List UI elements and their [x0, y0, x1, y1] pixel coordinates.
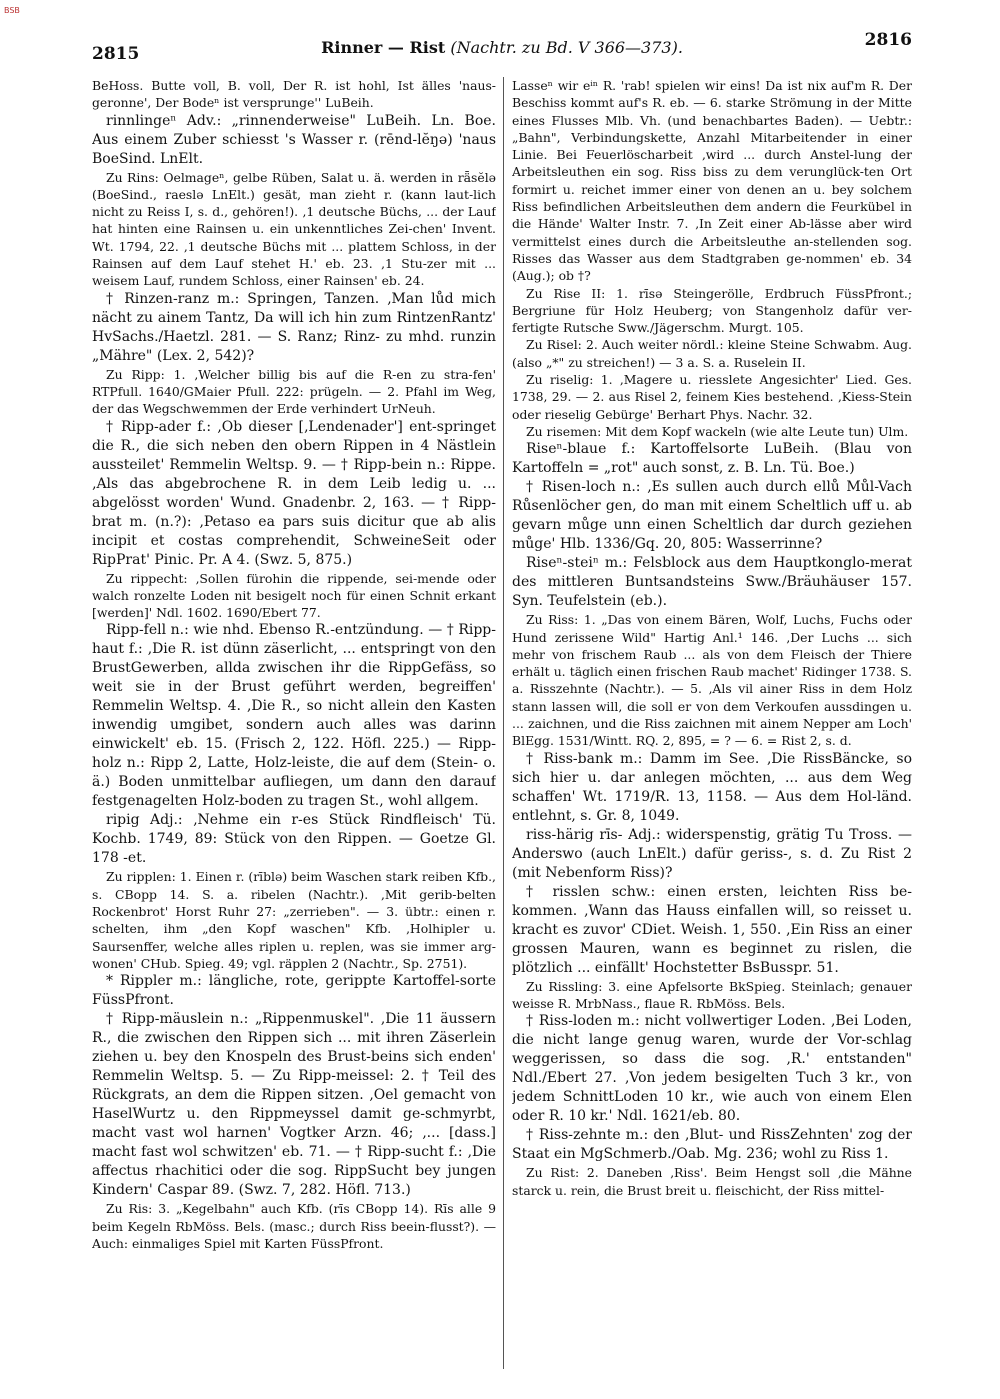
column-divider — [503, 77, 504, 1369]
left-column — [92, 77, 496, 1369]
dictionary-entry: † Ripp-mäuslein n.: „Rippenmuskel". ‚Die 11 äussern R., die zwischen den Rippen sich ... mit ihren Zäserlein ziehen u. bey den Knospeln des Brust-beins sich enden' Remmelin Weltsp. 5. — Zu Ripp-meissel: 2. † Teil des Rückgrats, an dem die Rippen sitzen. ‚Oel gemacht von HaselWurtz u. den Rippmeyssel damit ge-schmyrbt, macht vast wol harnen' Vogtker Arzn. 46; ‚... [dass.] macht fast wol schwitzen' eb. 71. — † Ripp-sucht f.: ‚Die affectus rhachitici oder die sog. RippSucht bey jungen Kindern' Caspar 89. (Swz. 7, 282. Höfl. 713.) — [92, 1011, 496, 1199]
page-number-right: 2816 — [864, 30, 912, 50]
dictionary-entry: Ripp-fell n.: wie nhd. Ebenso R.-entzündung. — † Ripp-haut f.: ‚Die R. ist dünn zäserlicht, ... entspringt von den BrustGewerben, allda zwischen ihr die RippGefäss, so weit sie in der Brust geführt werden, begreiffen' Remmelin Weltsp. 4. ‚Die R., so nicht allein den Kasten inwendig umgibet, sondern auch alles was darinn einwickelt' eb. 15. (Frisch 2, 122. Höfl. 225.) — Ripp-holz n.: Ripp 2, Latte, Holz-leiste, die auf dem (Stein- o. ä.) Boden unmittelbar aufliegen, um dann den darauf festgenagelten Holz-boden zu tragen St., wohl allgem. — [92, 622, 496, 810]
dictionary-entry: Zu riselig: 1. ‚Magere u. riesslete Angesichter' Lied. Ges. 1738, 29. — 2. aus Risel 2, feinem Kies bestehend. ‚Kiess-Stein oder rieselig Gebürge' Berhart Phys. Nachr. 32. — [512, 372, 912, 422]
page-number-left: 2815 — [92, 44, 140, 64]
dictionary-entry: Zu Rissling: 3. eine Apfelsorte BkSpieg. Steinlach; genauer weisse R. MrbNass., flaue R. RbMöss. Bels. — [512, 978, 912, 1011]
dictionary-entry: † Risen-loch n.: ‚Es sullen auch durch ellů Můl-Vach Růsenlöcher gen, do man mit einem Scheltlich uff u. ab gevarn můge unn einen Scheltlich dar durch geziehen můge' Hlb. 1336/Gq. 20, 805: Wasserrinne? — [512, 479, 912, 553]
dictionary-entry: * Rippler m.: längliche, rote, gerippte Kartoffel-sorte FüssPfront. — [92, 973, 496, 1009]
dictionary-entry: ripig Adj.: ‚Nehme ein r-es Stück Rindfleisch' Tü. Kochb. 1749, 89: Stück von den Rippen. — Goetze Gl. 178 -et. — [92, 812, 496, 867]
dictionary-entry: Zu Rise II: 1. rīsə Steingerölle, Erdbruch FüssPfront.; Bergriune für Holz Heuberg; von Stangenholz dafür ver-fertigte Rutsche Sww./Jägerschm. Murgt. 105. — [512, 285, 912, 336]
dictionary-entry: Zu Rins: Oelmageⁿ, gelbe Rüben, Salat u. ä. werden in rǟsĕlə (BoeSind., raeslə LnElt.) gesät, man zieht r. (kann laut-lich nicht zu Reiss I, s. d., gehören!). ‚1 deutsche Büchs, ... der Lauf hat hinten eine Rainsen u. ein unkenntliches Zei-chen' Invent. Wt. 1794, 22. ‚1 deutsche Büchs mit ... plattem Schloss, in der Rainsen auf dem Lauf stehet H.' eb. 23. ‚1 Stu-zer mit ... weisem Lauf, rundem Schloss, einer Rainsen' eb. 24. — [92, 169, 496, 289]
dictionary-entry: Zu rippecht: ‚Sollen fürohin die rippende, sei-mende oder walch ronzelte Loden nit besigelt noch für einen Schnit erkant [werden]' Ndl. 1602. 1690/Ebert 77. — [92, 570, 496, 621]
dictionary-entry: Riseⁿ-steiⁿ m.: Felsblock aus dem Hauptkonglo-merat des mittleren Buntsandsteins Sww./Bräuhäuser 157. Syn. Teufelstein (eb.). — [512, 555, 912, 610]
dictionary-entry: Zu risemen: Mit dem Kopf wackeln (wie alte Leute tun) Ulm. — [526, 423, 909, 439]
dictionary-entry: BeHoss. Butte voll, B. voll, Der R. ist hohl, Ist älles 'naus-geronne', Der Bodeⁿ ist versprunge'' LuBeih. — [92, 78, 496, 111]
running-title-main: Rinner — Rist — [321, 38, 446, 57]
dictionary-entry: riss-härig rīs- Adj.: widerspenstig, grätig Tu Tross. — Anderswo (auch LnElt.) dafür geriss-, s. d. Zu Rist 2 (mit Nebenform Riss)? — [512, 826, 912, 881]
dictionary-entry: Riseⁿ-blaue f.: Kartoffelsorte LuBeih. (Blau von Kartoffeln = „rot" auch sonst, z. B. Ln. Tü. Boe.) — [512, 441, 912, 477]
right-column — [512, 77, 912, 1369]
running-title-sub: (Nachtr. zu Bd. V 366—373). — [450, 38, 683, 57]
dictionary-entry: Zu Ripp: 1. ‚Welcher billig bis auf die R-en zu stra-fen' RTPfull. 1640/GMaier Pfull. 222: prügeln. — 2. Pfahl im Weg, der das Wegschwemmen der Erde verhindert UrNeuh. — [92, 366, 496, 417]
dictionary-entry: † Riss-bank m.: Damm im See. ‚Die RissBäncke, so sich hier u. dar anlegen möchten, ... aus dem Weg schaffen' Wt. 1719/R. 13, 1158. — Aus dem Hol-länd. entlehnt, s. Gr. 8, 1049. — [512, 750, 912, 824]
running-title — [92, 38, 912, 57]
dictionary-entry: † Riss-loden m.: nicht vollwertiger Loden. ‚Bei Loden, die nicht lange genug waren, wurde der Vor-schlag weggerissen, so dass die sog. ‚R.' entstanden" Ndl./Ebert 27. ‚Von jedem besigelten Tuch 3 kr., von jedem SchnittLoden 10 kr., wie auch von einem Elen oder R. 10 kr.' Ndl. 1621/eb. 80. — [512, 1013, 912, 1125]
dictionary-entry: Zu Risel: 2. Auch weiter nördl.: kleine Steine Schwabm. Aug. (also „*" zu streichen!) — 3 a. S. a. Ruselein II. — [512, 337, 912, 370]
dictionary-entry: † Ripp-ader f.: ‚Ob dieser [‚Lendenader'] ent-springet die R., die sich neben den obern Rippen in 4 Nästlein aussteilet' Remmelin Weltsp. 9. — † Ripp-bein n.: Rippe. ‚Als das abgebrochene R. in dem Leib ledig u. ... abgelösst worden' Wund. Gnadenbr. 2, 163. — † Ripp-brat m. (n.?): ‚Petaso ea pars suis dicitur que ab alis incipit et costas comprehendit, SchweineSeit oder RipPrat' Pinic. Pr. A 4. (Swz. 5, 875.) — [92, 418, 496, 568]
dictionary-entry: Lasseⁿ wir eⁱⁿ R. 'rab! spielen wir eins! Da ist nix auf'm R. Der Beschiss kommt auf's R. eb. — 6. starke Strömung in der Mitte eines Flusses Mlb. Vh. (und benachbartes Baden). — Uebtr.: „Bahn", Verbindungskette, Anzahl Mitarbeitender in einer Linie. Bei Feuerlöscharbeit ‚wird ... durch Anstel-lung der Arbeitsleuthen ein sog. Riss biss zu dem verunglück-ten Ort formirt u. reichet immer einer von denen an u. bey solchem Riss befindlichen Arbeitsleuthen dem andern die Feurkübel in die Hände' Walter Instr. 7. ‚In Zeit einer Ab-lässe aber wird vermittelst eines durch die Arbeitsleuthe an-stellenden sog. Risses das Wasser aus dem Stadtgraben ge-nommen' eb. 34 (Aug.); ob †? — [512, 78, 912, 284]
dictionary-entry: rinnlingeⁿ Adv.: „rinnenderweise" LuBeih. Ln. Boe. Aus einem Zuber schiesst 's Wasser r. (rēnd-lĕŋə) 'naus BoeSind. LnElt. — [92, 112, 496, 167]
dictionary-entry: Zu ripplen: 1. Einen r. (rīblə) beim Waschen stark reiben Kfb., s. CBopp 14. S. a. ribelen (Nachtr.). ‚Mit gerib-belten Rockenbrot' Horst Ruhr 27: „zerrieben". — 3. übtr.: einen r. schelten, ihm „den Kopf waschen" Kfb. ‚Holhipler u. Saursenffer, welche alles riplen u. replen, was sie immer arg-wonen' CHub. Spieg. 49; vgl. räpplen 2 (Nachtr., Sp. 2751). — [92, 869, 496, 971]
dictionary-entry: Zu Riss: 1. „Das von einem Bären, Wolf, Luchs, Fuchs oder Hund zerissene Wild" Hartig Anl.¹ 146. ‚Der Luchs ... sich mehr von frischem Raub ... als von dem Fleisch der Thiere erhält u. täglich einen frischen Raub machet' Ridinger 1738. S. a. Risszehnte (Nachtr.). — 5. ‚Als vil ainer Riss in dem Holz stann lassen will, die soll er von dem Verkoufen aussdingen u. ... zaichnen, und die Riss zaichnen mit ainem Nepper am Loch' BlEgg. 1531/Wintt. RQ. 2, 895, = ? — 6. = Rist 2, s. d. — [512, 612, 912, 749]
dictionary-entry: Zu Ris: 3. „Kegelbahn" auch Kfb. (rīs CBopp 14). Rīs alle 9 beim Kegeln RbMöss. Bels. (masc.; durch Riss beein-flusst?). — Auch: einmaliges Spiel mit Karten FüssPfront. — [92, 1201, 496, 1251]
dictionary-entry: † Riss-zehnte m.: den ‚Blut- und RissZehnten' zog der Staat ein MgSchmerb./Oab. Mg. 236; wohl zu Riss 1. — [512, 1127, 912, 1163]
library-stamp: BSB — [4, 6, 20, 15]
dictionary-entry: † risslen schw.: einen ersten, leichten Riss be-kommen. ‚Wann das Hauss einfallen will, so reisset u. kracht es zuvor' CDiet. Weish. 1, 550. ‚Ein Riss an einer grossen Mauren, wann es beginnet zu rislen, die plötzlich ... einfällt' Hochstetter BsBusspr. 51. — [512, 883, 912, 976]
dictionary-entry: Zu Rist: 2. Daneben ‚Riss'. Beim Hengst soll ‚die Mähne starck u. rein, die Brust breit u. fleischicht, der Riss mittel- — [512, 1165, 912, 1198]
running-header — [92, 30, 912, 64]
dictionary-entry: † Rinzen-ranz m.: Springen, Tanzen. ‚Man lůd mich nächt zu ainem Tantz, Da will ich hin zum RintzenRantz' HvSachs./Haetzl. 281. — S. Ranz; Rinz- zu mhd. runzin „Mähre" (Lex. 2, 542)? — [92, 290, 496, 364]
